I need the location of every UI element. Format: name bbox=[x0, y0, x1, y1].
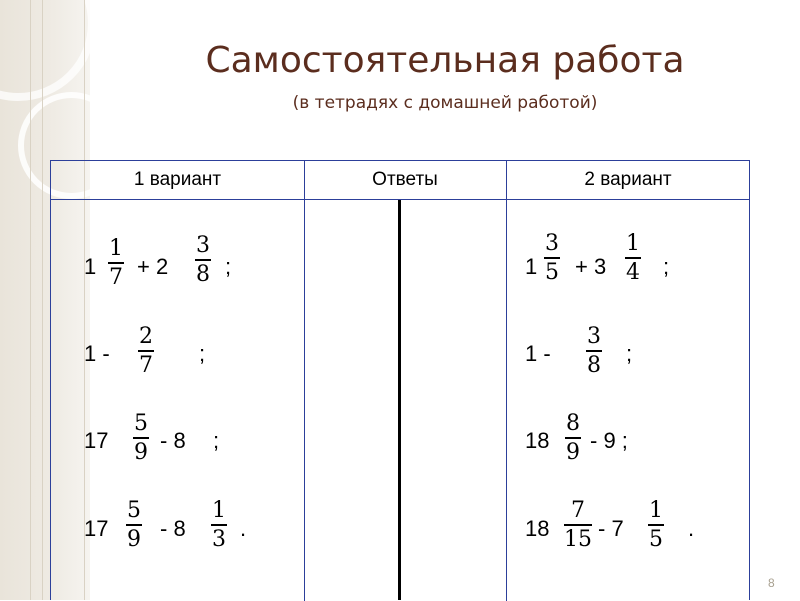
fraction bbox=[648, 500, 664, 551]
decorative-ring-top bbox=[0, 0, 96, 101]
fraction bbox=[211, 500, 227, 551]
fraction bbox=[565, 413, 581, 464]
numerator: 3 bbox=[545, 231, 559, 256]
denominator: 15 bbox=[564, 527, 592, 552]
operator-term: - 8 bbox=[160, 428, 186, 453]
column-divider bbox=[304, 199, 305, 601]
denominator: 5 bbox=[649, 527, 663, 552]
whole-number: 1 - bbox=[525, 341, 551, 366]
denominator: 4 bbox=[626, 260, 640, 285]
terminator: ; bbox=[663, 254, 670, 279]
numerator: 1 bbox=[626, 231, 640, 256]
fraction bbox=[108, 238, 124, 289]
numerator: 3 bbox=[196, 233, 210, 258]
denominator: 5 bbox=[545, 260, 559, 285]
header-variant-2: 2 вариант bbox=[584, 169, 672, 190]
whole-number: 17 bbox=[84, 428, 109, 453]
column-divider bbox=[506, 199, 507, 601]
header-answers: Ответы bbox=[372, 169, 438, 190]
fraction bbox=[133, 413, 149, 464]
terminator: ; bbox=[213, 428, 220, 453]
page-number: 8 bbox=[768, 576, 775, 590]
terminator: . bbox=[688, 516, 695, 541]
numerator: 7 bbox=[571, 498, 585, 523]
numerator: 1 bbox=[109, 236, 123, 261]
denominator: 7 bbox=[139, 353, 153, 378]
terminator: . bbox=[240, 516, 247, 541]
numerator: 5 bbox=[127, 498, 141, 523]
numerator: 1 bbox=[649, 498, 663, 523]
fraction bbox=[564, 500, 592, 551]
decorative-line bbox=[42, 0, 43, 600]
fraction bbox=[138, 326, 154, 377]
fraction bbox=[126, 500, 142, 551]
fraction bbox=[625, 233, 641, 284]
numerator: 5 bbox=[134, 411, 148, 436]
header-variant-1: 1 вариант bbox=[133, 169, 222, 190]
denominator: 8 bbox=[587, 353, 601, 378]
whole-number: 17 bbox=[84, 516, 109, 541]
numerator: 3 bbox=[587, 324, 601, 349]
fraction bbox=[586, 326, 602, 377]
decorative-line bbox=[30, 0, 31, 600]
denominator: 3 bbox=[212, 527, 226, 552]
answers-column-line bbox=[398, 200, 401, 600]
denominator: 7 bbox=[109, 265, 123, 290]
operator-term: - 8 bbox=[160, 516, 186, 541]
denominator: 8 bbox=[196, 262, 210, 287]
header-divider bbox=[506, 161, 507, 199]
slide-title: Самостоятельная работа bbox=[205, 40, 685, 81]
header-divider bbox=[304, 161, 305, 199]
whole-number: 1 bbox=[84, 254, 97, 279]
fraction bbox=[195, 235, 211, 286]
whole-number: 1 - bbox=[84, 341, 110, 366]
denominator: 9 bbox=[127, 527, 141, 552]
operator-term: - 7 bbox=[598, 516, 624, 541]
denominator: 9 bbox=[134, 440, 148, 465]
numerator: 2 bbox=[139, 324, 153, 349]
denominator: 9 bbox=[566, 440, 580, 465]
terminator: ; bbox=[626, 341, 633, 366]
numerator: 8 bbox=[566, 411, 580, 436]
whole-number: 18 bbox=[525, 516, 550, 541]
slide-subtitle: (в тетрадях с домашней работой) bbox=[292, 93, 598, 113]
terminator: ; bbox=[225, 254, 232, 279]
fraction bbox=[544, 233, 560, 284]
operator-term: + 2 bbox=[137, 254, 169, 279]
whole-number: 18 bbox=[525, 428, 550, 453]
operator-term: + 3 bbox=[575, 254, 607, 279]
whole-number: 1 bbox=[525, 254, 538, 279]
numerator: 1 bbox=[212, 498, 226, 523]
terminator: ; bbox=[199, 341, 206, 366]
operator-term: - 9 ; bbox=[590, 428, 628, 453]
